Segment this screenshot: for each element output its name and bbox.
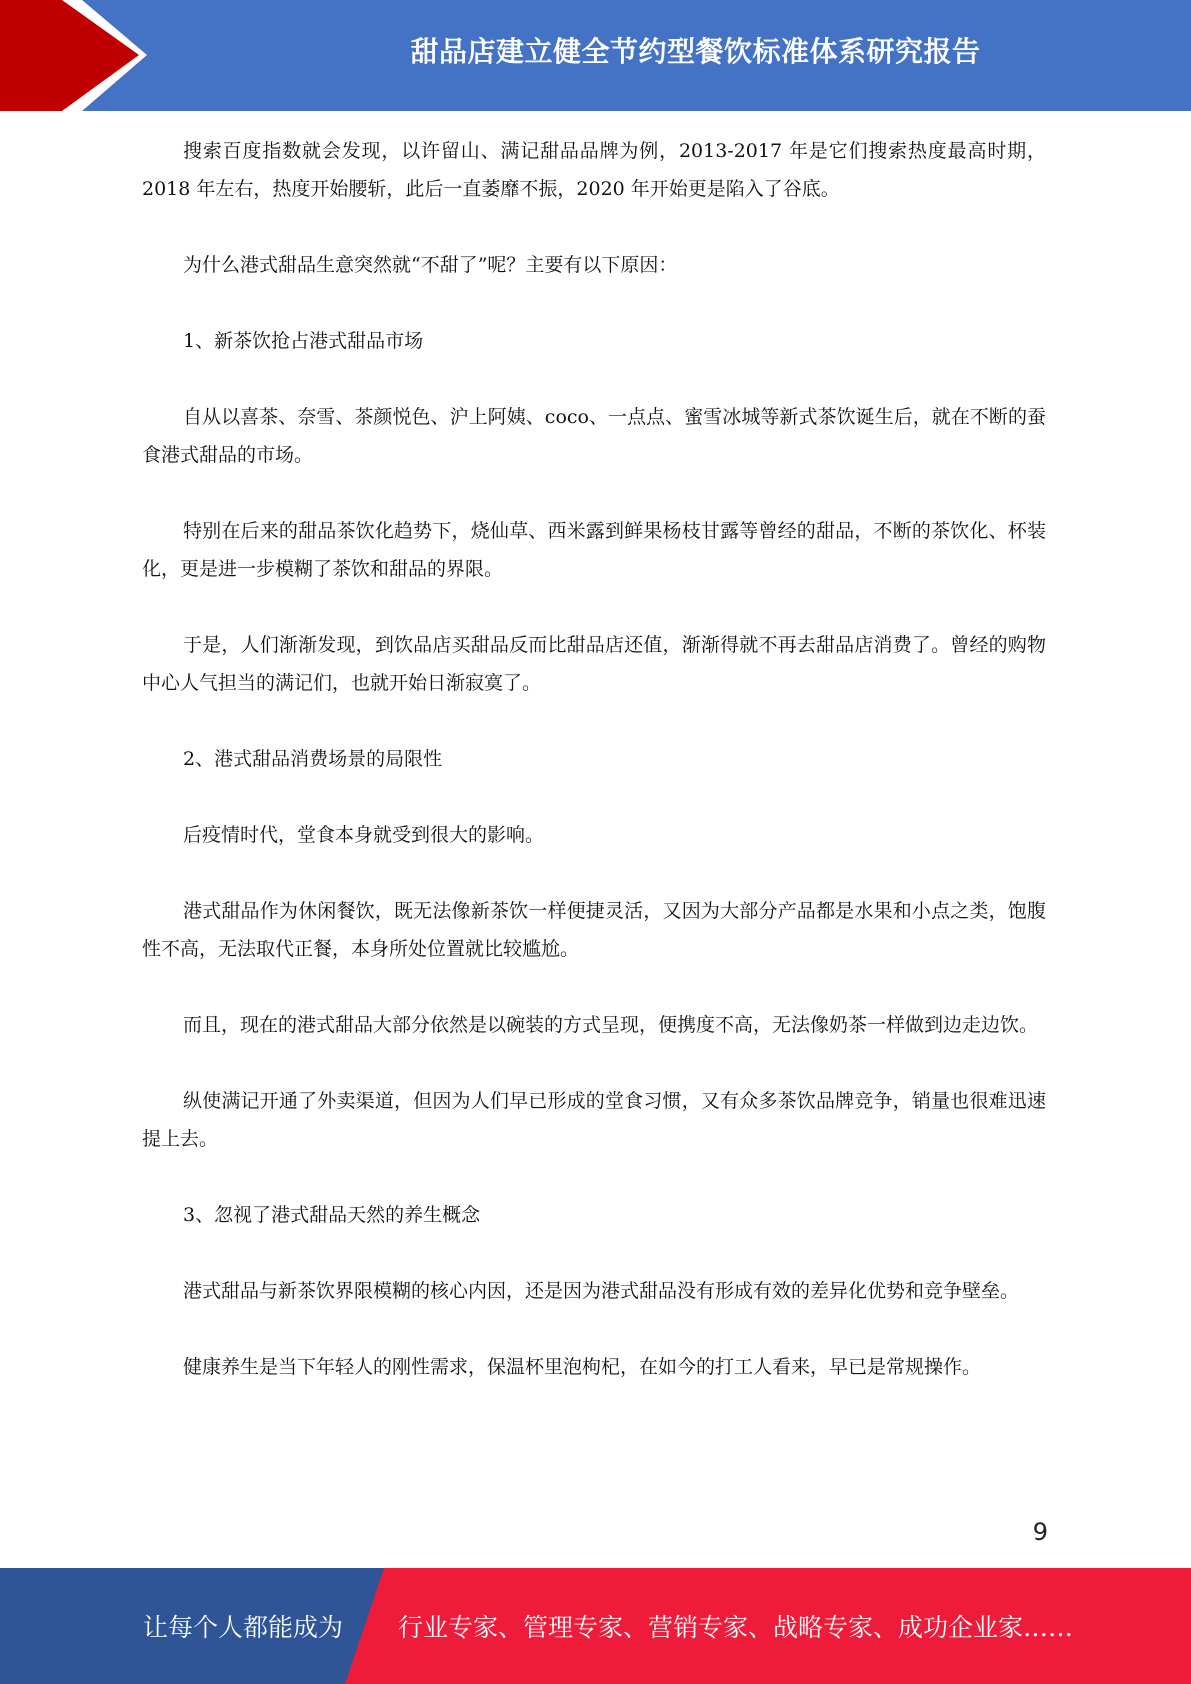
- paragraph: 纵使满记开通了外卖渠道，但因为人们早已形成的堂食习惯，又有众多茶饮品牌竞争，销量也很难迅速提上去。: [142, 1090, 1046, 1150]
- header-arrow-decoration: [0, 0, 200, 111]
- paragraph: 后疫情时代，堂食本身就受到很大的影响。: [183, 824, 545, 846]
- section-heading: 1、新茶饮抢占港式甜品市场: [183, 330, 424, 352]
- document-body: [142, 132, 1046, 1424]
- paragraph: 港式甜品与新茶饮界限模糊的核心内因，还是因为港式甜品没有形成有效的差异化优势和竞争壁垒。: [183, 1280, 1020, 1302]
- paragraph: 为什么港式甜品生意突然就“不甜了”呢？主要有以下原因：: [183, 254, 678, 276]
- paragraph: 搜索百度指数就会发现，以许留山、满记甜品品牌为例，2013-2017 年是它们搜索热度最高时期，2018 年左右，热度开始腰斩，此后一直萎靡不振，2020 年开始更是陷入了谷底。: [142, 140, 1046, 200]
- paragraph: 于是，人们渐渐发现，到饮品店买甜品反而比甜品店还值，渐渐得就不再去甜品店消费了。曾经的购物中心人气担当的满记们，也就开始日渐寂寞了。: [142, 634, 1046, 694]
- paragraph: 健康养生是当下年轻人的刚性需求，保温杯里泡枸杞，在如今的打工人看来，早已是常规操作。: [183, 1356, 982, 1378]
- paragraph: 而且，现在的港式甜品大部分依然是以碗装的方式呈现，便携度不高，无法像奶茶一样做到边走边饮。: [183, 1014, 1039, 1036]
- section-heading: 3、忽视了港式甜品天然的养生概念: [183, 1204, 481, 1226]
- document-title: 甜品店建立健全节约型餐饮标准体系研究报告: [410, 35, 981, 68]
- page-header: [0, 0, 1191, 111]
- paragraph: 特别在后来的甜品茶饮化趋势下，烧仙草、西米露到鲜果杨枝甘露等曾经的甜品，不断的茶饮化、杯装化，更是进一步模糊了茶饮和甜品的界限。: [142, 520, 1046, 580]
- footer-slogan-left: 让每个人都能成为: [143, 1613, 344, 1642]
- page-footer: [0, 1568, 1191, 1684]
- section-heading: 2、港式甜品消费场景的局限性: [183, 748, 443, 770]
- paragraph: 自从以喜茶、奈雪、茶颜悦色、沪上阿姨、coco、一点点、蜜雪冰城等新式茶饮诞生后，就在不断的蚕食港式甜品的市场。: [142, 406, 1046, 466]
- page-number: 9: [1032, 1518, 1048, 1546]
- paragraph: 港式甜品作为休闲餐饮，既无法像新茶饮一样便捷灵活，又因为大部分产品都是水果和小点之类，饱腹性不高，无法取代正餐，本身所处位置就比较尴尬。: [142, 900, 1046, 960]
- footer-slogan-right: 行业专家、管理专家、营销专家、战略专家、成功企业家……: [398, 1613, 1074, 1642]
